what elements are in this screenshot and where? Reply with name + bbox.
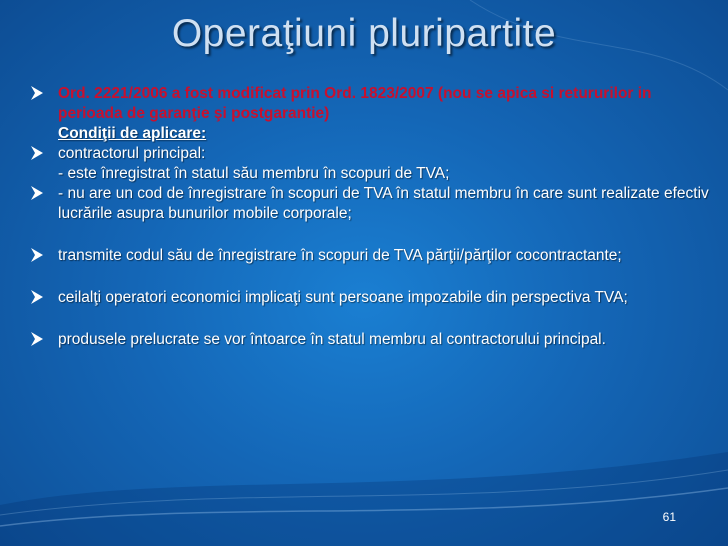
list-item-text: ceilalţi operatori economici implicaţi sunt persoane impozabile din perspectiva TVA; bbox=[58, 289, 628, 306]
spacer bbox=[30, 266, 720, 288]
list-item bbox=[30, 288, 720, 308]
sub-item bbox=[30, 164, 720, 184]
conditions-heading-line bbox=[30, 124, 720, 144]
arrowhead-bullet-icon bbox=[30, 289, 44, 305]
list-item bbox=[30, 330, 720, 350]
slide-title: Operaţiuni pluripartite bbox=[171, 12, 557, 55]
list-item-text: transmite codul său de înregistrare în scopuri de TVA părţii/părţilor cocontractante; bbox=[58, 247, 622, 264]
conditions-heading: Condiţii de aplicare: bbox=[58, 125, 207, 142]
list-item bbox=[30, 84, 720, 124]
page-number: 61 bbox=[662, 510, 676, 524]
arrowhead-bullet-icon bbox=[30, 331, 44, 347]
arrowhead-bullet-icon bbox=[30, 85, 44, 101]
list-item-text: contractorul principal: bbox=[58, 145, 206, 162]
list-item bbox=[30, 246, 720, 266]
spacer bbox=[30, 308, 720, 330]
list-item bbox=[30, 144, 720, 164]
arrowhead-bullet-icon bbox=[30, 185, 44, 201]
slide-body bbox=[30, 84, 720, 350]
list-item-text: produsele prelucrate se vor întoarce în statul membru al contractorului principal. bbox=[58, 331, 606, 348]
arrowhead-bullet-icon bbox=[30, 145, 44, 161]
spacer bbox=[30, 224, 720, 246]
ordinance-note: Ord. 2221/2006 a fost modificat prin Ord. 1823/2007 (nou se apica si retururilor in perioada de garanţie şi postgarantie) bbox=[58, 85, 652, 122]
arrowhead-bullet-icon bbox=[30, 247, 44, 263]
sub-item-text: - este înregistrat în statul său membru în scopuri de TVA; bbox=[58, 165, 450, 182]
list-item-text: - nu are un cod de înregistrare în scopuri de TVA în statul membru în care sunt realizate efectiv lucrările asupra bunurilor mobile corporale; bbox=[58, 185, 709, 222]
list-item bbox=[30, 184, 720, 224]
